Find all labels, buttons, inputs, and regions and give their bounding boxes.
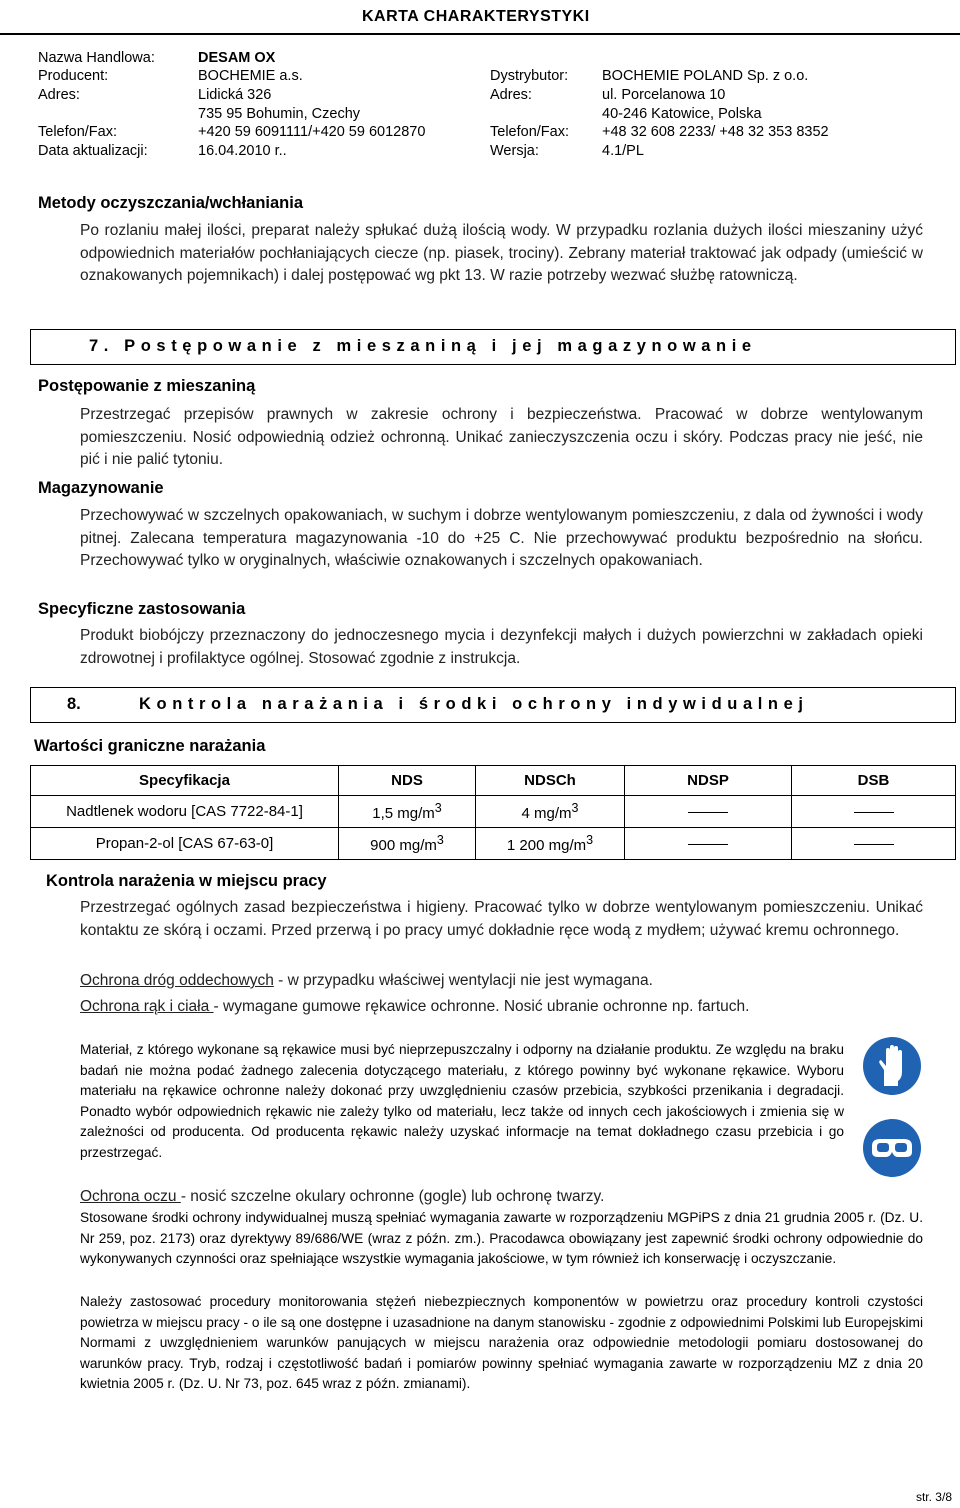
respiratory-protection: Ochrona dróg oddechowych - w przypadku właściwej wentylacji nie jest wymagana. [80,972,653,989]
gloves-pictogram-icon [862,1036,922,1096]
phone-label: Telefon/Fax: [38,124,117,140]
section-7-title: 7. Postępowanie z mieszaniną i jej magazynowanie [89,337,757,355]
document-title: KARTA CHARAKTERYSTYKI [362,8,590,25]
col-header-ndsch: NDSCh [476,766,625,796]
phone-value: +420 59 6091111/+420 59 6012870 [198,124,426,140]
specific-use-text: Produkt biobójczy przeznaczony do jednoczesnego mycia i dezynfekcji małych i dużych powierzchni w zakładach opieki zdrowotnej i profilaktyce ogólnej. Stosować zgodnie z instrukcja. [80,627,923,667]
handling-text: Przestrzegać przepisów prawnych w zakresie ochrony i bezpieczeństwa. Pracować w dobrze wentylowanym pomieszczeniu. Nosić odpowiednią odzież ochronną. Unikać zanieczyszczenia oczu i skóry. Podczas pracy nie jeść, nie pić i nie palić tytoniu. [80,406,923,469]
dash-mark [854,844,894,845]
distributor-phone-value: +48 32 608 2233/ +48 32 353 8352 [602,124,829,140]
section-7-header [30,329,956,365]
cell-ndsp [625,796,792,828]
page-number: str. 3/8 [915,1490,952,1504]
section-8-number: 8. [67,695,81,713]
distributor-address-line1: ul. Porcelanowa 10 [602,87,726,103]
goggles-pictogram-icon [862,1118,922,1178]
cell-nds: 1,5 $mg/m^3$ [339,796,476,828]
eye-protection: Ochrona oczu - nosić szczelne okulary ochronne (gogle) lub ochronę twarzy. [80,1188,605,1205]
cell-nds: 900 $mg/m^3$ [339,828,476,860]
hand-protection: Ochrona rąk i ciała - wymagane gumowe rękawice ochronne. Nosić ubranie ochronne np. fartuch. [80,998,750,1015]
cell-ndsch: 1 200 $mg/m^3$ [476,828,625,860]
distributor-label: Dystrybutor: [490,68,569,84]
version-value: 4.1/PL [602,143,644,159]
trade-name-label: Nazwa Handlowa: [38,50,155,66]
respiratory-label: Ochrona dróg oddechowych [80,972,274,989]
ppe-regulation-note: Stosowane środki ochrony indywidualnej muszą spełniać wymagania zawarte w rozporządzeniu MGPiPS z dnia 21 grudnia 2005 r. (Dz. U. Nr 259, poz. 2173) oraz dyrektywy 89/686/WE (wraz z późn. zm.). Pracodawca obowiązany jest zapewnić środki ochrony odpowiednie do wykonywanych czynności oraz spełniające wszystkie wymagania jakościowe, w tym również ich konserwację i oczyszczanie. [80,1210,923,1267]
address-label: Adres: [38,87,80,103]
version-label: Wersja: [490,143,539,159]
distributor-value: BOCHEMIE POLAND Sp. z o.o. [602,68,809,84]
cleanup-heading: Metody oczyszczania/wchłaniania [38,194,303,212]
glove-material-note: Materiał, z którego wykonane są rękawice musi być nieprzepuszczalny i odporny na działanie produktu. Ze względu na braku badań nie można podać żadnego zalecenia dotyczącego materiału, z którego powinny być wykonane rękawice. Wyboru materiału na rękawice ochronne należy dokonać przy uwzględnieniu czasów przebicia, szybkości przenikania i degradacji. Ponadto wybór odpowiednich rękawic nie zależy tylko od materiału, lecz także od innych cech jakościowych i zmienia się w zależności od producenta. Od producenta rękawic należy uzyskać informacje na temat dokładnego czasu przebicia i go przestrzegać. [80,1042,844,1160]
section-8-title: Kontrola narażania i środki ochrony indywidualnej [139,695,809,713]
storage-text: Przechowywać w szczelnych opakowaniach, w suchym i dobrze wentylowanym pomieszczeniu, z dala od żywności i wody pitnej. Zalecana temperatura magazynowania -10 do +25 C. Nie przechowywać produktu bezpośrednio na słońcu. Przechowywać tylko w oryginalnych, właściwie oznakowanych i szczelnych opakowaniach. [80,507,923,570]
producer-value: BOCHEMIE a.s. [198,68,303,84]
table-header-row [31,766,956,796]
cell-name: Nadtlenek wodoru [CAS 7722-84-1] [31,796,339,828]
storage-heading: Magazynowanie [38,479,164,497]
address-line2: 735 95 Bohumin, Czechy [198,106,361,122]
eye-label: Ochrona oczu [80,1188,181,1205]
monitoring-note: Należy zastosować procedury monitorowania stężeń niebezpiecznych komponentów w powietrzu oraz procedury kontroli czystości powietrza w miejscu pracy - o ile są one dostępne i uzasadnione na danym stanowisku - zgodnie z odpowiednimi Polskimi lub Europejskimi Normami z uwzględnieniem warunków panujących w miejscu narażenia oraz odpowiednie metodologii pomiaru dostosowanej do warunków pracy. Tryb, rodzaj i częstotliwość badań i pomiarów powinny spełniać wymagania zawarte w rozporządzeniu MZ z dnia 20 kwietnia 2005 r. (Dz. U. Nr 73, poz. 645 wraz z późn. zmianami). [80,1294,923,1392]
col-header-ndsp: NDSP [625,766,792,796]
workplace-heading: Kontrola narażenia w miejscu pracy [46,872,327,890]
col-header-specyfikacja: Specyfikacja [31,766,339,796]
distributor-address-line2: 40-246 Katowice, Polska [602,106,762,122]
address-line1: Lidická 326 [198,87,272,103]
limits-heading: Wartości graniczne narażania [34,737,266,755]
exposure-limits-table [30,765,956,860]
col-header-nds: NDS [339,766,476,796]
cleanup-text: Po rozlaniu małej ilości, preparat należy spłukać dużą ilością wody. W przypadku rozlania dużych ilości mieszaniny użyć odpowiednich materiałów pochłaniających ciecze (np. piasek, trociny). Zebrany materiał traktować jak odpady (umieścić w oznakowanych pojemnikach) i dalej postępować wg pkt 13. W razie potrzeby wezwać służbę ratowniczą. [80,222,923,285]
workplace-text: Przestrzegać ogólnych zasad bezpieczeństwa i higieny. Pracować tylko w dobrze wentylowanym pomieszczeniu. Unikać kontaktu ze skórą i oczami. Przed przerwą i po pracy umyć dokładnie ręce wodą z mydłem; używać kremu ochronnego. [80,899,923,939]
dash-mark [688,812,728,813]
trade-name-value: DESAM OX [198,50,276,66]
distributor-address-label: Adres: [490,87,532,103]
date-value: 16.04.2010 r.. [198,143,287,159]
cell-ndsp [625,828,792,860]
dash-mark [688,844,728,845]
cell-dsb [792,828,956,860]
section-8-header [30,687,956,723]
distributor-phone-label: Telefon/Fax: [490,124,569,140]
hand-label: Ochrona rąk i ciała [80,998,214,1015]
cell-dsb [792,796,956,828]
cell-ndsch: 4 $mg/m^3$ [476,796,625,828]
table-row [31,796,956,828]
producer-label: Producent: [38,68,109,84]
handling-heading: Postępowanie z mieszaniną [38,377,256,395]
cell-name: Propan-2-ol [CAS 67-63-0] [31,828,339,860]
header-divider [0,33,960,35]
col-header-dsb: DSB [792,766,956,796]
dash-mark [854,812,894,813]
date-label: Data aktualizacji: [38,143,148,159]
table-row [31,828,956,860]
specific-use-heading: Specyficzne zastosowania [38,600,246,618]
